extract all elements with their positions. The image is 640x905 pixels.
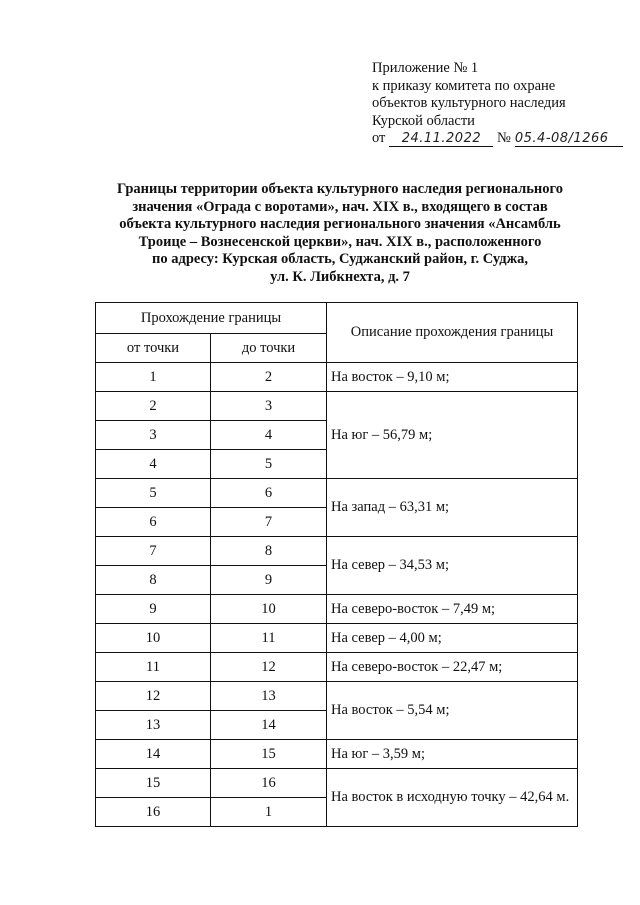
annex-line: к приказу комитета по охране xyxy=(372,77,556,94)
from-point: 14 xyxy=(96,740,211,769)
table-row xyxy=(96,682,578,711)
from-point: 16 xyxy=(96,798,211,827)
from-point: 6 xyxy=(96,508,211,537)
annex-block xyxy=(372,60,622,148)
to-point: 3 xyxy=(211,392,327,421)
table-row xyxy=(96,769,578,798)
to-point: 4 xyxy=(211,421,327,450)
from-point: 5 xyxy=(96,479,211,508)
to-point: 11 xyxy=(211,624,327,653)
title-line: объекта культурного наследия регионального значения «Ансамбль xyxy=(119,216,561,233)
annex-line: Курской области xyxy=(372,112,475,129)
title-line: значения «Ограда с воротами», нач. XIX в., входящего в состав xyxy=(132,198,548,215)
segment-description: На восток – 9,10 м; xyxy=(327,363,578,392)
to-point: 10 xyxy=(211,595,327,624)
annex-line: объектов культурного наследия xyxy=(372,95,566,111)
from-point: 3 xyxy=(96,421,211,450)
segment-description: На север – 34,53 м; xyxy=(327,537,578,595)
to-point: 8 xyxy=(211,537,327,566)
handwritten-number: 05.4-08/1266 xyxy=(515,131,623,147)
to-point: 14 xyxy=(211,711,327,740)
header-boundary-passage: Прохождение границы xyxy=(96,303,327,334)
to-point: 15 xyxy=(211,740,327,769)
to-point: 2 xyxy=(211,363,327,392)
annex-title: Приложение № 1 xyxy=(372,60,479,76)
title-line: Границы территории объекта культурного наследия регионального xyxy=(117,181,563,197)
segment-description: На юг – 3,59 м; xyxy=(327,740,578,769)
segment-description: На восток в исходную точку – 42,64 м. xyxy=(327,769,578,827)
header-description: Описание прохождения границы xyxy=(327,303,578,363)
segment-description: На юг – 56,79 м; xyxy=(327,392,578,479)
table-row xyxy=(96,537,578,566)
segment-description: На восток – 5,54 м; xyxy=(327,682,578,740)
from-point: 11 xyxy=(96,653,211,682)
from-point: 1 xyxy=(96,363,211,392)
from-point: 15 xyxy=(96,769,211,798)
table-row xyxy=(96,392,578,421)
segment-description: На северо-восток – 7,49 м; xyxy=(327,595,578,624)
table-row xyxy=(96,479,578,508)
from-label: от xyxy=(372,130,386,146)
table-row xyxy=(96,653,578,682)
boundary-table xyxy=(95,302,578,827)
to-point: 7 xyxy=(211,508,327,537)
segment-description: На северо-восток – 22,47 м; xyxy=(327,653,578,682)
to-point: 5 xyxy=(211,450,327,479)
segment-description: На запад – 63,31 м; xyxy=(327,479,578,537)
to-point: 16 xyxy=(211,769,327,798)
to-point: 13 xyxy=(211,682,327,711)
to-point: 1 xyxy=(211,798,327,827)
from-point: 9 xyxy=(96,595,211,624)
header-to-point: до точки xyxy=(211,334,327,363)
to-point: 9 xyxy=(211,566,327,595)
handwritten-date: 24.11.2022 xyxy=(389,131,493,147)
table-row xyxy=(96,740,578,769)
from-point: 4 xyxy=(96,450,211,479)
number-label: № xyxy=(497,130,511,146)
from-point: 7 xyxy=(96,537,211,566)
from-point: 2 xyxy=(96,392,211,421)
to-point: 6 xyxy=(211,479,327,508)
from-point: 10 xyxy=(96,624,211,653)
from-point: 8 xyxy=(96,566,211,595)
document-title xyxy=(90,181,590,287)
title-line: Троице – Вознесенской церкви», нач. XIX в., расположенного xyxy=(138,233,542,250)
to-point: 12 xyxy=(211,653,327,682)
annex-date-number-line xyxy=(372,130,622,148)
title-line: по адресу: Курская область, Суджанский район, г. Суджа, xyxy=(152,251,528,268)
table-row xyxy=(96,595,578,624)
table-row xyxy=(96,363,578,392)
from-point: 13 xyxy=(96,711,211,740)
from-point: 12 xyxy=(96,682,211,711)
segment-description: На север – 4,00 м; xyxy=(327,624,578,653)
title-line: ул. К. Либкнехта, д. 7 xyxy=(270,268,410,285)
header-from-point: от точки xyxy=(96,334,211,363)
table-row xyxy=(96,624,578,653)
